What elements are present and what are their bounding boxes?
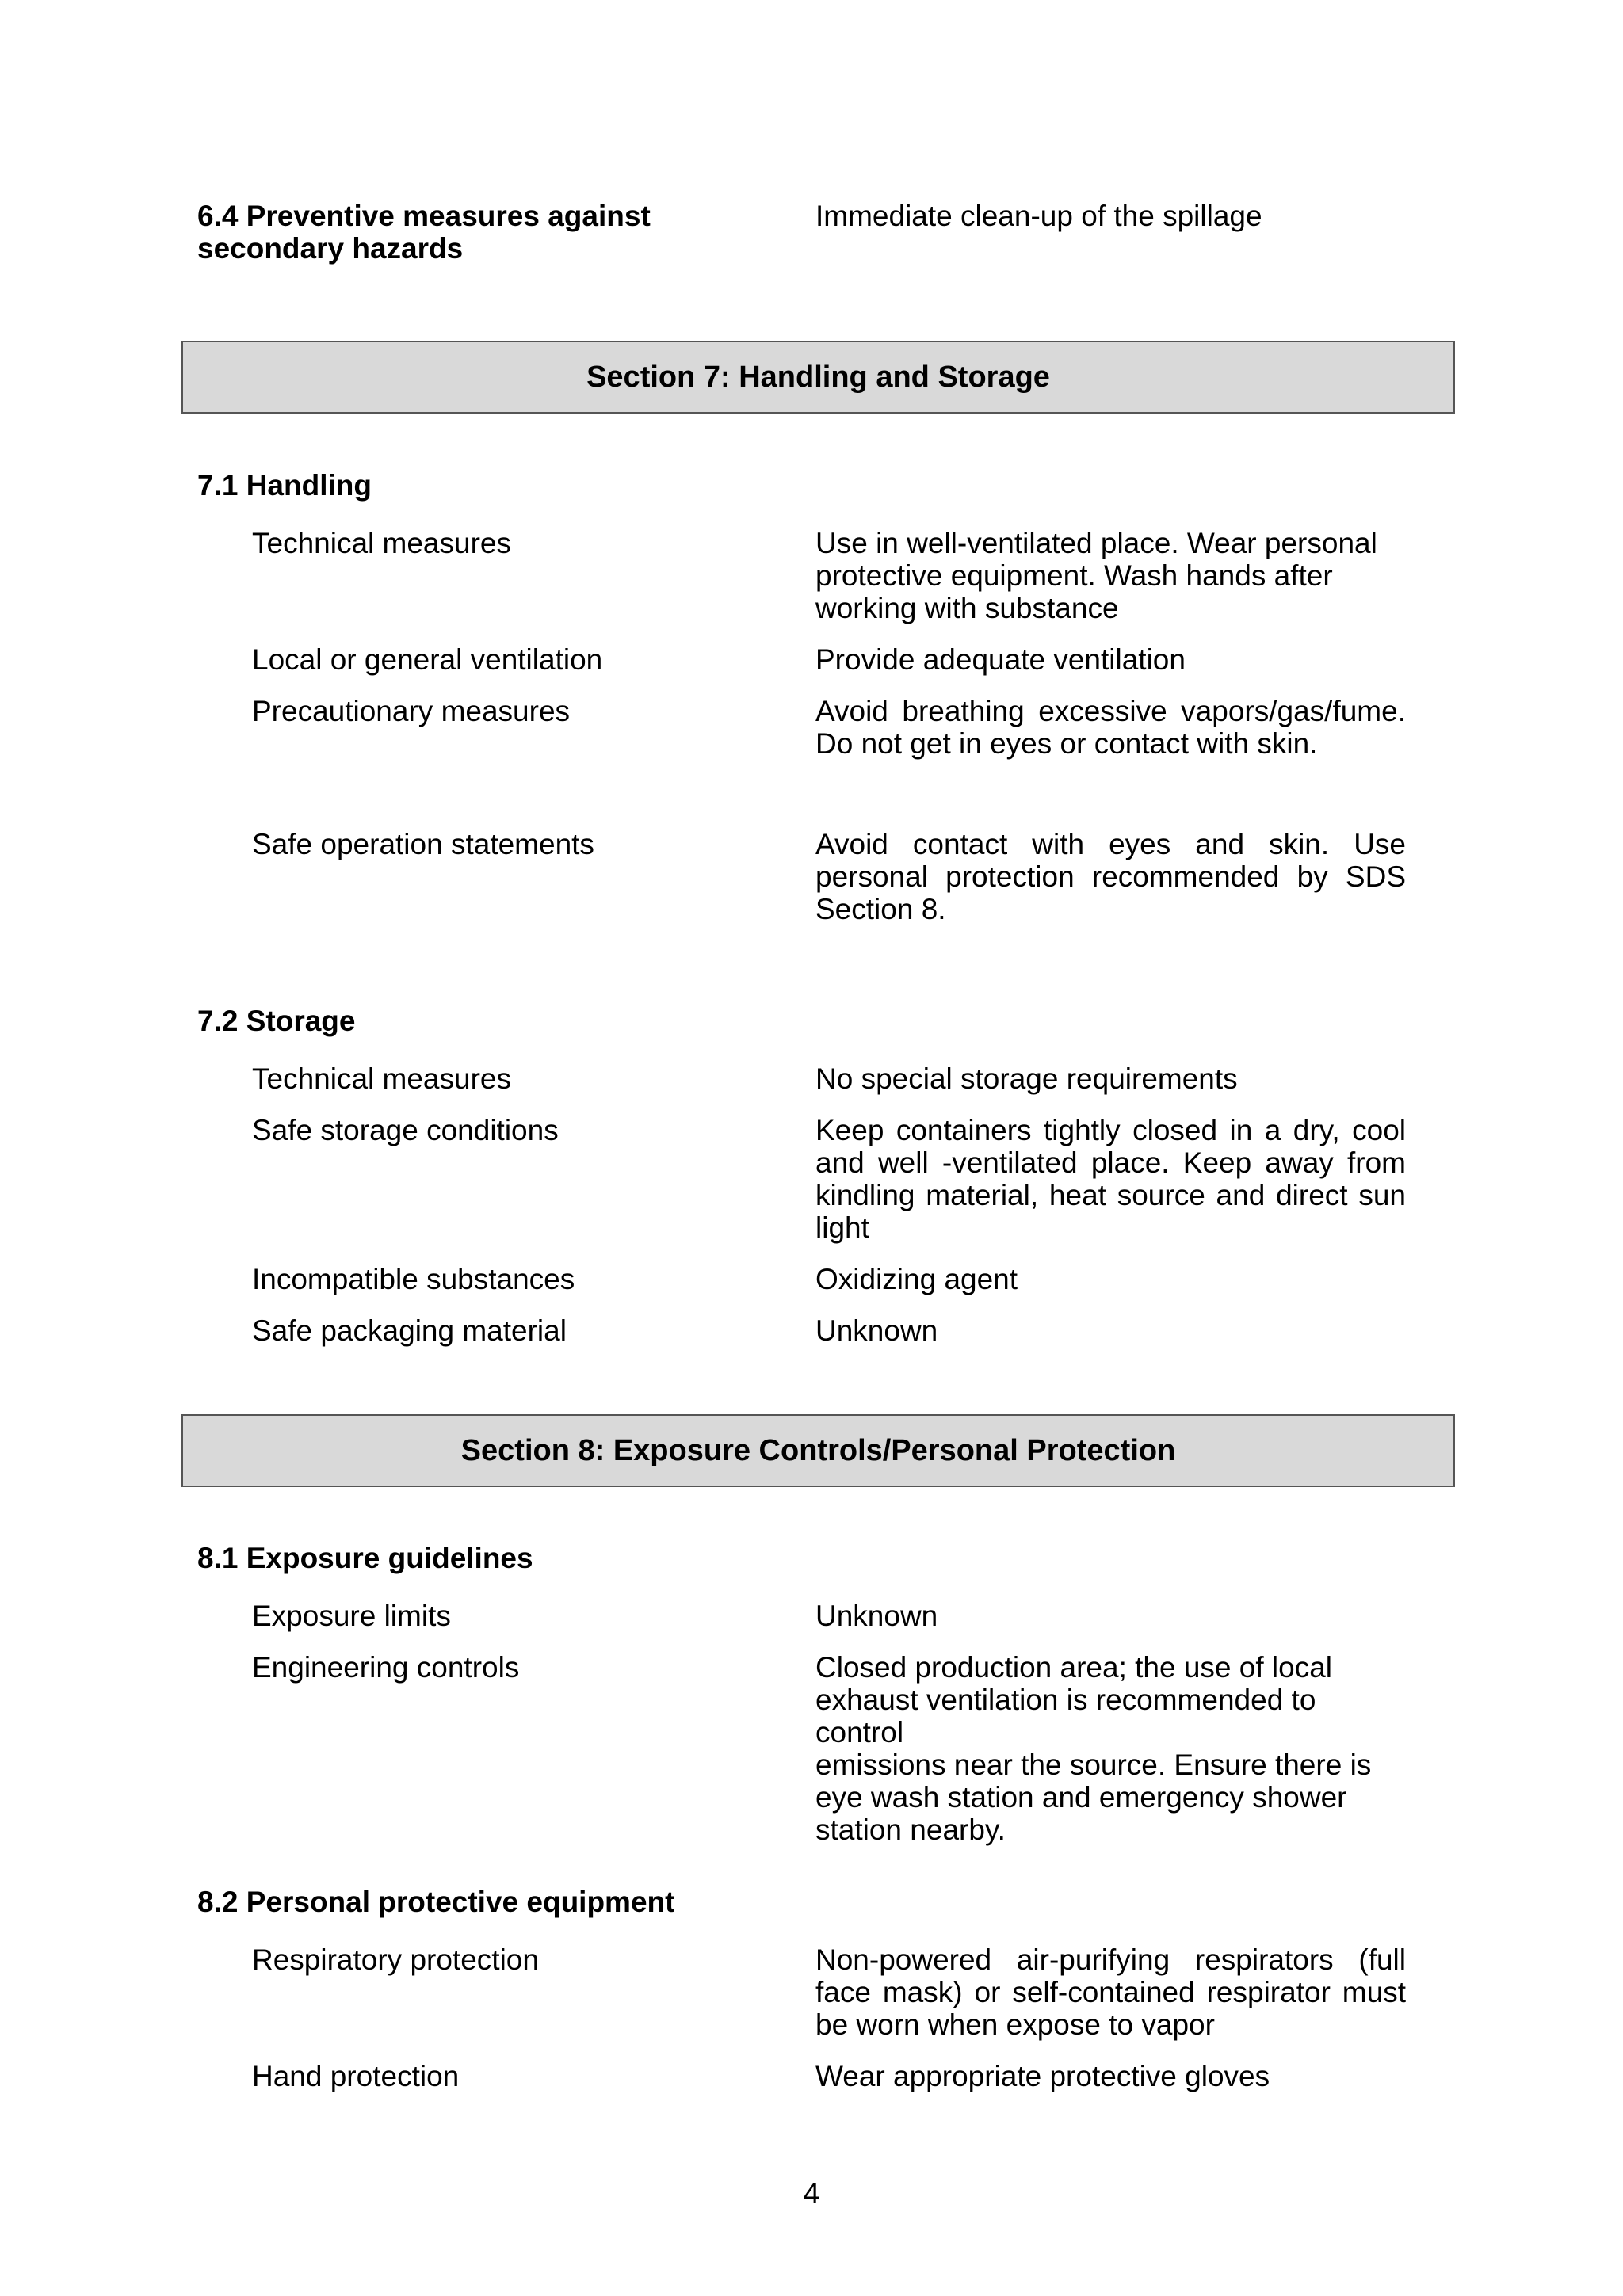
text-line: Section 8. (815, 893, 946, 925)
text-line: face mask) or self-contained respirator must (815, 1976, 1406, 2008)
handling-safeop-label: Safe operation statements (252, 828, 594, 860)
section-8-header: Section 8: Exposure Controls/Personal Protection (181, 1414, 1455, 1487)
s64-title (197, 200, 651, 265)
storage-title: 7.2 Storage (197, 1005, 356, 1037)
text-line: be worn when expose to vapor (815, 2008, 1215, 2041)
text-line: eye wash station and emergency shower (815, 1781, 1347, 1814)
handling-precaution-value (815, 695, 1406, 760)
hand-protection-label: Hand protection (252, 2060, 460, 2092)
text-line: Avoid contact with eyes and skin. Use (815, 828, 1406, 860)
handling-ventilation-value: Provide adequate ventilation (815, 643, 1186, 676)
text-line: Do not get in eyes or contact with skin. (815, 727, 1318, 760)
storage-incompat-value: Oxidizing agent (815, 1263, 1018, 1295)
text-line: station nearby. (815, 1814, 1006, 1846)
s64-value: Immediate clean-up of the spillage (815, 200, 1262, 232)
handling-safeop-value (815, 828, 1406, 925)
text-line: exhaust ventilation is recommended to control (815, 1684, 1316, 1749)
handling-ventilation-label: Local or general ventilation (252, 643, 603, 676)
s64-title-line2: secondary hazards (197, 232, 464, 265)
text-line: light (815, 1211, 869, 1244)
respiratory-value (815, 1943, 1406, 2041)
text-line: Avoid breathing excessive vapors/gas/fume. (815, 695, 1406, 727)
storage-safe-value (815, 1114, 1406, 1244)
text-line: Closed production area; the use of local (815, 1651, 1333, 1684)
storage-packaging-label: Safe packaging material (252, 1314, 567, 1347)
engineering-controls-value (815, 1651, 1406, 1846)
storage-incompat-label: Incompatible substances (252, 1263, 575, 1295)
text-line: personal protection recommended by SDS (815, 860, 1406, 893)
exposure-limits-label: Exposure limits (252, 1600, 451, 1632)
storage-safe-label: Safe storage conditions (252, 1114, 559, 1146)
storage-packaging-value: Unknown (815, 1314, 938, 1347)
handling-technical-label: Technical measures (252, 527, 511, 559)
exposure-limits-value: Unknown (815, 1600, 938, 1632)
s64-title-line1: 6.4 Preventive measures against (197, 200, 651, 232)
handling-technical-value (815, 527, 1406, 624)
guidelines-title: 8.1 Exposure guidelines (197, 1542, 533, 1574)
section-7-header: Section 7: Handling and Storage (181, 341, 1455, 414)
text-line: protective equipment. Wash hands after (815, 559, 1333, 592)
handling-title: 7.1 Handling (197, 469, 372, 502)
text-line: and well -ventilated place. Keep away from (815, 1146, 1406, 1179)
hand-protection-value: Wear appropriate protective gloves (815, 2060, 1270, 2092)
respiratory-label: Respiratory protection (252, 1943, 539, 1976)
text-line: Non-powered air-purifying respirators (full (815, 1943, 1406, 1976)
text-line: Use in well-ventilated place. Wear personal (815, 527, 1377, 559)
text-line: kindling material, heat source and direct sun (815, 1179, 1406, 1211)
text-line: emissions near the source. Ensure there is (815, 1749, 1372, 1781)
handling-precaution-label: Precautionary measures (252, 695, 571, 727)
storage-technical-label: Technical measures (252, 1062, 511, 1095)
page-number: 4 (803, 2177, 820, 2210)
ppe-title: 8.2 Personal protective equipment (197, 1886, 675, 1918)
storage-technical-value: No special storage requirements (815, 1062, 1238, 1095)
text-line: working with substance (815, 592, 1119, 624)
text-line: Keep containers tightly closed in a dry, cool (815, 1114, 1406, 1146)
engineering-controls-label: Engineering controls (252, 1651, 520, 1684)
